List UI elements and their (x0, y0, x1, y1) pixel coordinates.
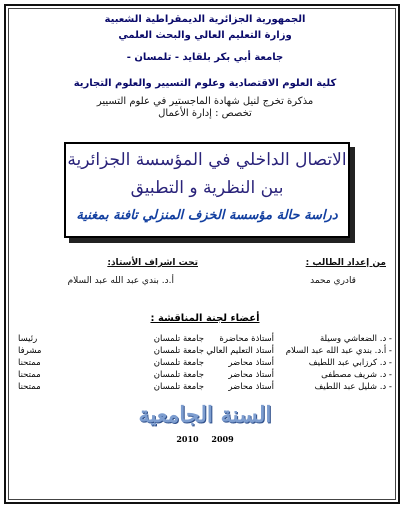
member-rank: أستاذ التعليم العالي (206, 346, 274, 356)
member-name: - أ.د. بندي عبد الله عبد السلام (285, 346, 392, 356)
header-specialty: تخصص : إدارة الأعمال (158, 108, 252, 119)
committee-row (18, 382, 392, 394)
header-thesis-degree: مذكرة تخرج لنيل شهادة الماجستير في علوم التسيير (96, 96, 314, 107)
academic-years (0, 434, 410, 444)
member-role: ممتحنا (18, 370, 41, 380)
committee-row (18, 358, 392, 370)
member-name: - د. كرزابي عبد اللطيف (308, 358, 392, 368)
student-name: قادري محمد (310, 276, 356, 286)
member-university: جامعة تلمسان (153, 382, 204, 392)
title-line-1: الاتصال الداخلي في المؤسسة الجزائرية (67, 150, 347, 170)
year-start: 2009 (211, 434, 234, 444)
header-university: جامعة أبي بكر بلقايد - تلمسان - (126, 52, 284, 63)
header-ministry: وزارة التعليم العالي والبحث العلمي (118, 30, 292, 41)
member-rank: أستاذ محاضر (228, 358, 274, 368)
committee-row (18, 370, 392, 382)
committee-row (18, 346, 392, 358)
supervisor-name: أ.د. بندي عبد الله عبد السلام (67, 276, 174, 286)
header-republic: الجمهورية الجزائرية الديمقراطية الشعبية (104, 14, 306, 25)
member-name: - د. شليل عبد اللطيف (314, 382, 392, 392)
member-role: مشرفا (18, 346, 42, 356)
title-line-3: دراسة حالة مؤسسة الخزف المنزلي تافنة بمغنية (76, 208, 338, 223)
member-university: جامعة تلمسان (153, 358, 204, 368)
supervisor-label: تحت اشراف الأستاذ: (107, 258, 198, 268)
title-box (64, 142, 350, 238)
header-faculty: كلية العلوم الاقتصادية وعلوم التسيير والعلوم التجارية (73, 78, 337, 89)
member-rank: أستاذ محاضر (228, 370, 274, 380)
member-role: ممتحنا (18, 382, 41, 392)
member-rank: أستاذة محاضرة (219, 334, 274, 344)
member-university: جامعة تلمسان (153, 346, 204, 356)
member-name: - د. شريف مصطفى (321, 370, 392, 380)
member-university: جامعة تلمسان (153, 370, 204, 380)
member-university: جامعة تلمسان (153, 334, 204, 344)
title-line-2: بين النظرية و التطبيق (130, 178, 284, 198)
member-name: - د. الضعاشي وسيلة (319, 334, 392, 344)
committee-title: أعضاء لجنة المناقشة : (150, 313, 260, 324)
member-rank: أستاذ محاضر (228, 382, 274, 392)
academic-year-label: السنة الجامعية (138, 402, 272, 428)
student-label: من إعداد الطالب : (305, 258, 386, 268)
member-role: رئيسا (18, 334, 38, 344)
member-role: ممتحنا (18, 358, 41, 368)
year-end: 2010 (176, 434, 199, 444)
committee-row (18, 334, 392, 346)
